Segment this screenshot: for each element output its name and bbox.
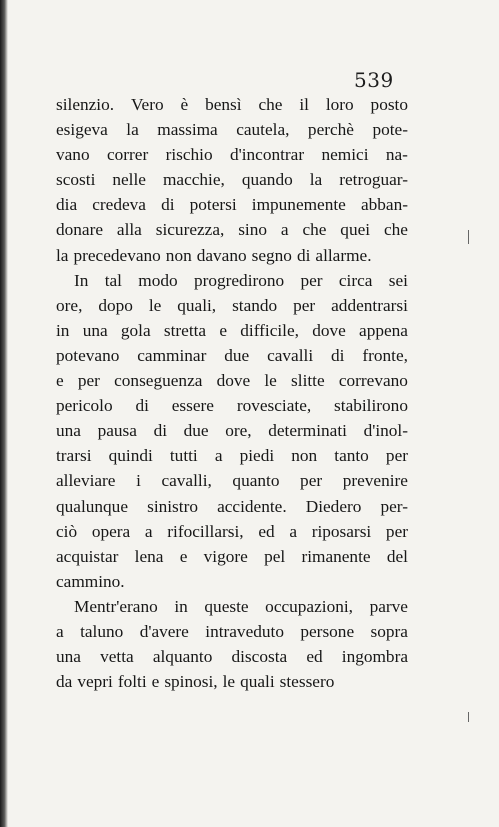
text-line: potevano camminar due cavalli di fronte, bbox=[56, 345, 408, 365]
text-line: una vetta alquanto discosta ed ingombra bbox=[56, 647, 408, 667]
text-line: la precedevano non davano segno di allarme. bbox=[56, 245, 372, 265]
text-line: scosti nelle macchie, quando la retroguar- bbox=[56, 170, 408, 190]
text-line: qualunque sinistro accidente. Diedero per- bbox=[56, 496, 408, 516]
text-line: cammino. bbox=[56, 571, 125, 591]
book-spine-shadow bbox=[0, 0, 8, 827]
text-line: ciò opera a rifocillarsi, ed a riposarsi per bbox=[56, 521, 408, 541]
paragraph bbox=[56, 594, 408, 694]
text-line: una pausa di due ore, determinati d'inol- bbox=[56, 421, 408, 441]
margin-mark bbox=[468, 712, 469, 722]
text-line: In tal modo progredirono per circa sei bbox=[74, 270, 408, 290]
paragraph bbox=[56, 268, 408, 594]
text-line: trarsi quindi tutti a piedi non tanto per bbox=[56, 446, 408, 466]
margin-mark bbox=[468, 230, 469, 244]
text-line: pericolo di essere rovesciate, stabilirono bbox=[56, 396, 408, 416]
text-line: Mentr'erano in queste occupazioni, parve bbox=[74, 596, 408, 616]
text-line: dia credeva di potersi impunemente abban- bbox=[56, 195, 408, 215]
text-line: e per conseguenza dove le slitte correvano bbox=[56, 371, 408, 391]
text-line: esigeva la massima cautela, perchè pote- bbox=[56, 120, 408, 140]
text-line: ore, dopo le quali, stando per addentrarsi bbox=[56, 295, 408, 315]
page-number: 539 bbox=[354, 68, 394, 92]
paragraph bbox=[56, 92, 408, 268]
text-line: in una gola stretta e difficile, dove appena bbox=[56, 320, 408, 340]
text-line: donare alla sicurezza, sino a che quei che bbox=[56, 220, 408, 240]
text-line: silenzio. Vero è bensì che il loro posto bbox=[56, 95, 408, 114]
text-line: a taluno d'avere intraveduto persone sopra bbox=[56, 621, 408, 641]
text-line: acquistar lena e vigore pel rimanente del bbox=[56, 546, 408, 566]
body-text bbox=[56, 92, 408, 694]
text-line: alleviare i cavalli, quanto per prevenire bbox=[56, 471, 408, 491]
text-line: da vepri folti e spinosi, le quali stessero bbox=[56, 672, 335, 692]
text-line: vano correr rischio d'incontrar nemici na- bbox=[56, 145, 408, 165]
